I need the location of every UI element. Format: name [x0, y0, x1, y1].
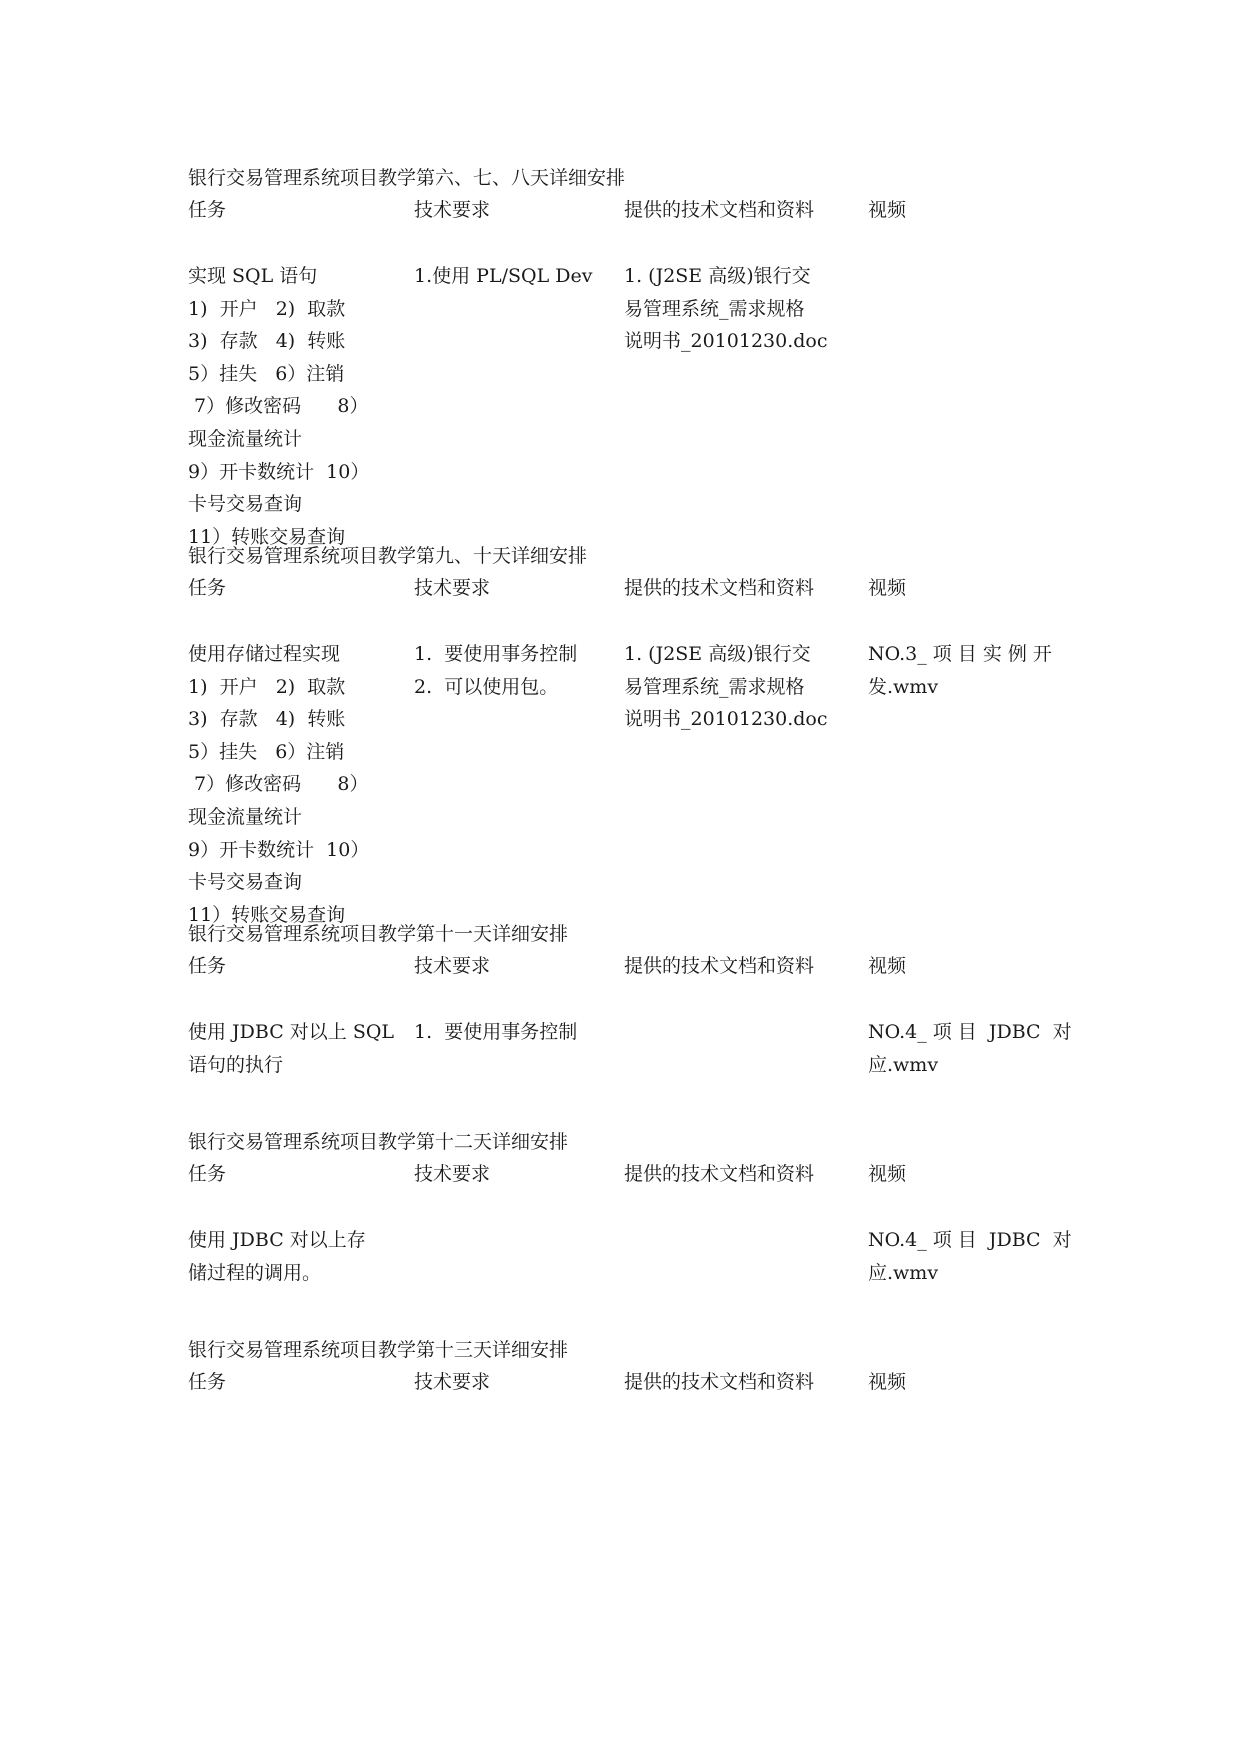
task-line: 11）转账交易查询: [188, 903, 346, 926]
video-line: NO.4_ 项 目 JDBC 对: [868, 1229, 1072, 1251]
task-line: 使用 JDBC 对以上 SQL: [188, 1021, 395, 1043]
section-title: 银行交易管理系统项目教学第十二天详细安排: [188, 1131, 569, 1153]
schedule-section: [188, 540, 1088, 931]
header-docs: 提供的技术文档和资料: [624, 1163, 815, 1185]
header-docs: 提供的技术文档和资料: [624, 577, 815, 599]
video-cell: [868, 260, 1068, 553]
task-line: 储过程的调用。: [188, 1261, 322, 1284]
docs-line: 说明书_20101230.doc: [624, 330, 828, 353]
task-line: 现金流量统计: [188, 427, 303, 450]
tech-line: 1. 要使用事务控制: [414, 643, 578, 665]
task-line: 使用 JDBC 对以上存: [188, 1229, 366, 1251]
docs-line: 说明书_20101230.doc: [624, 708, 828, 731]
section-title: 银行交易管理系统项目教学第十三天详细安排: [188, 1339, 569, 1361]
task-line: 实现 SQL 语句: [188, 265, 318, 287]
task-line: 卡号交易查询: [188, 493, 303, 516]
schedule-section: [188, 162, 1088, 553]
schedule-section: [188, 1126, 1088, 1289]
task-line: 现金流量统计: [188, 805, 303, 828]
video-cell: [868, 1016, 1072, 1081]
header-video: 视频: [868, 199, 907, 221]
schedule-section: [188, 1334, 1088, 1398]
video-line: NO.3_ 项 目 实 例 开: [868, 643, 1052, 665]
schedule-section: [188, 918, 1088, 1081]
task-cell: [188, 260, 414, 553]
docs-cell: [624, 638, 868, 931]
header-video: 视频: [868, 955, 907, 977]
docs-cell: [624, 1016, 868, 1081]
task-line: 9）开卡数统计 10）: [188, 460, 370, 483]
task-line: 1) 开户 2) 取款: [188, 297, 346, 320]
tech-line: 2. 可以使用包。: [414, 675, 559, 698]
schedule-table: [188, 1158, 1088, 1289]
header-docs: 提供的技术文档和资料: [624, 955, 815, 977]
header-tech: 技术要求: [414, 577, 491, 599]
header-task: 任务: [188, 955, 227, 977]
tech-cell: [414, 1016, 624, 1081]
section-title: 银行交易管理系统项目教学第十一天详细安排: [188, 923, 569, 945]
schedule-table: [188, 194, 1088, 553]
header-video: 视频: [868, 577, 907, 599]
task-cell: [188, 1224, 414, 1289]
task-line: 卡号交易查询: [188, 871, 303, 894]
task-line: 5）挂失 6）注销: [188, 362, 345, 385]
section-title: 银行交易管理系统项目教学第九、十天详细安排: [188, 545, 588, 567]
task-line: 11）转账交易查询: [188, 525, 346, 548]
task-line: 3) 存款 4) 转账: [188, 708, 346, 731]
section-title: 银行交易管理系统项目教学第六、七、八天详细安排: [188, 167, 626, 189]
task-cell: [188, 1016, 414, 1081]
task-line: 5）挂失 6）注销: [188, 740, 345, 763]
header-task: 任务: [188, 577, 227, 599]
task-cell: [188, 638, 414, 931]
schedule-table: [188, 572, 1088, 931]
task-line: 7）修改密码 8）: [188, 773, 369, 796]
docs-line: 1. (J2SE 高级)银行交: [624, 643, 811, 665]
video-line: 发.wmv: [868, 675, 939, 698]
header-video: 视频: [868, 1371, 907, 1393]
task-line: 9）开卡数统计 10）: [188, 838, 370, 861]
header-docs: 提供的技术文档和资料: [624, 1371, 815, 1393]
video-line: NO.4_ 项 目 JDBC 对: [868, 1021, 1072, 1043]
video-line: 应.wmv: [868, 1053, 939, 1076]
schedule-table: [188, 950, 1088, 1081]
video-line: 应.wmv: [868, 1261, 939, 1284]
header-video: 视频: [868, 1163, 907, 1185]
docs-line: 易管理系统_需求规格: [624, 675, 805, 698]
schedule-table: [188, 1366, 1088, 1398]
header-tech: 技术要求: [414, 1371, 491, 1393]
task-line: 语句的执行: [188, 1053, 284, 1076]
tech-cell: [414, 260, 624, 553]
header-task: 任务: [188, 1371, 227, 1393]
task-line: 3) 存款 4) 转账: [188, 330, 346, 353]
docs-cell: [624, 260, 868, 553]
header-docs: 提供的技术文档和资料: [624, 199, 815, 221]
header-tech: 技术要求: [414, 1163, 491, 1185]
video-cell: [868, 1224, 1072, 1289]
tech-cell: [414, 1224, 624, 1289]
task-line: 1) 开户 2) 取款: [188, 675, 346, 698]
video-cell: [868, 638, 1068, 931]
header-tech: 技术要求: [414, 955, 491, 977]
tech-line: 1.使用 PL/SQL Dev: [414, 265, 593, 287]
header-tech: 技术要求: [414, 199, 491, 221]
task-line: 使用存储过程实现: [188, 643, 341, 665]
header-task: 任务: [188, 199, 227, 221]
task-line: 7）修改密码 8）: [188, 395, 369, 418]
tech-line: 1. 要使用事务控制: [414, 1021, 578, 1043]
docs-cell: [624, 1224, 868, 1289]
header-task: 任务: [188, 1163, 227, 1185]
tech-cell: [414, 638, 624, 931]
docs-line: 易管理系统_需求规格: [624, 297, 805, 320]
docs-line: 1. (J2SE 高级)银行交: [624, 265, 811, 287]
